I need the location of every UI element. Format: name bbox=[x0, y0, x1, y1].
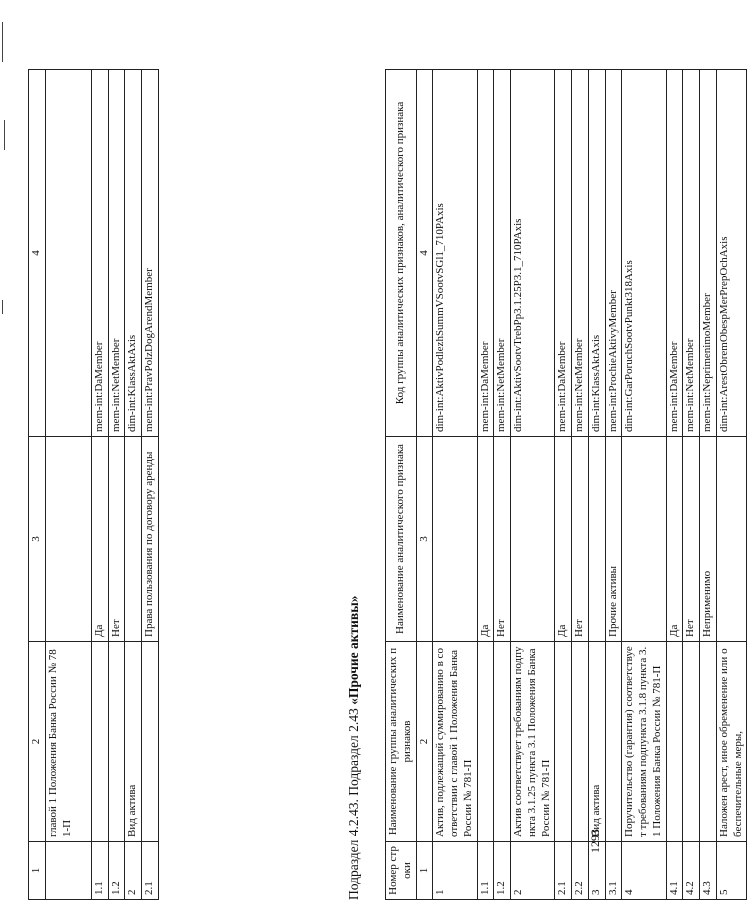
table-cell: mem-int:DaMember bbox=[666, 70, 683, 437]
table-cell bbox=[622, 437, 666, 642]
table-cell: 4.3 bbox=[700, 842, 717, 900]
continuation-table bbox=[28, 69, 159, 900]
table-cell: Нет bbox=[108, 437, 125, 642]
scan-mark bbox=[2, 22, 3, 62]
table-cell bbox=[555, 642, 572, 842]
scan-mark bbox=[4, 120, 5, 150]
table-row bbox=[433, 70, 477, 900]
table-cell: dim-int:KlassAktAxis bbox=[588, 70, 605, 437]
table-cell: dim-int:AktivSootvTrebPp3.1.25P3.1_710PAxis bbox=[511, 70, 555, 437]
table-header-cell: 2 bbox=[29, 642, 46, 842]
table-cell: 1 bbox=[433, 842, 477, 900]
table-cell: dim-int:GarPoruchSootvPunkt318Axis bbox=[622, 70, 666, 437]
table-cell: dim-int:AktivPodlezhSummVSootvSGl1_710PAxis bbox=[433, 70, 477, 437]
table-numbering-row bbox=[416, 70, 433, 900]
table-cell bbox=[605, 642, 622, 842]
table-cell bbox=[108, 642, 125, 842]
table-row bbox=[700, 70, 717, 900]
table-cell: 2 bbox=[125, 842, 142, 900]
table-cell bbox=[700, 642, 717, 842]
table-cell: 3.1 bbox=[605, 842, 622, 900]
table-cell: dim-int:ArestObremObespMerPrepOchAxis bbox=[716, 70, 747, 437]
table-row bbox=[511, 70, 555, 900]
table-cell: Поручительство (гарантия) соответствует требованиям подпункта 3.1.8 пункта 3.1 Положения Банка России № 781-П bbox=[622, 642, 666, 842]
table-cell: Да bbox=[555, 437, 572, 642]
table-cell: Нет bbox=[572, 437, 589, 642]
table-cell: mem-int:DaMember bbox=[477, 70, 494, 437]
table-row bbox=[555, 70, 572, 900]
table-cell: главой 1 Положения Банка России № 781-П bbox=[45, 642, 91, 842]
table-header-row bbox=[29, 70, 46, 900]
table-cell bbox=[477, 642, 494, 842]
table-cell: Да bbox=[91, 437, 108, 642]
table-row bbox=[477, 70, 494, 900]
table-cell: mem-int:NetMember bbox=[494, 70, 511, 437]
table-cell: mem-int:NetMember bbox=[572, 70, 589, 437]
table-row bbox=[142, 70, 159, 900]
main-table bbox=[385, 69, 747, 900]
table-cell: mem-int:DaMember bbox=[91, 70, 108, 437]
table-cell: 4 bbox=[416, 70, 433, 437]
section-heading bbox=[346, 595, 362, 900]
table-cell: mem-int:DaMember bbox=[555, 70, 572, 437]
table-cell bbox=[125, 437, 142, 642]
table-cell bbox=[433, 437, 477, 642]
table-cell: 2.1 bbox=[142, 842, 159, 900]
table-header-cell: Код группы аналитических признаков, аналитического признака bbox=[386, 70, 417, 437]
table-row bbox=[45, 70, 91, 900]
table-cell: Вид актива bbox=[125, 642, 142, 842]
scan-mark bbox=[2, 300, 3, 314]
table-row bbox=[666, 70, 683, 900]
page-number: 1293 bbox=[588, 829, 602, 853]
section-title: «Прочие активы» bbox=[346, 595, 361, 705]
table-cell bbox=[572, 642, 589, 842]
table-cell: Права пользования по договору аренды bbox=[142, 437, 159, 642]
table-cell bbox=[683, 642, 700, 842]
table-cell: Наложен арест, иное обременение или обеспечительные меры, bbox=[716, 642, 747, 842]
table-row bbox=[716, 70, 747, 900]
table-cell: 2.2 bbox=[572, 842, 589, 900]
section-prefix: Подраздел 4.2.43. Подраздел 2.43 bbox=[346, 708, 361, 900]
table-cell: 4.2 bbox=[683, 842, 700, 900]
table-cell: 2 bbox=[416, 642, 433, 842]
table-cell: mem-int:PravPolzDogArendMember bbox=[142, 70, 159, 437]
table-cell bbox=[588, 437, 605, 642]
table-header-cell: Наименование группы аналитических признаков bbox=[386, 642, 417, 842]
table-cell bbox=[45, 70, 91, 437]
table-cell bbox=[511, 437, 555, 642]
table-cell: Да bbox=[477, 437, 494, 642]
table-cell: mem-int:ProchieAktivyMember bbox=[605, 70, 622, 437]
table-cell: 5 bbox=[716, 842, 747, 900]
table-cell bbox=[45, 437, 91, 642]
table-row bbox=[622, 70, 666, 900]
table-cell: 1 bbox=[416, 842, 433, 900]
table-cell: mem-int:NetMember bbox=[108, 70, 125, 437]
table-cell: 3 bbox=[416, 437, 433, 642]
table-cell: 2.1 bbox=[555, 842, 572, 900]
table-cell bbox=[45, 842, 91, 900]
table-cell: Вид актива bbox=[588, 642, 605, 842]
table-cell: 1.2 bbox=[108, 842, 125, 900]
table-cell: Нет bbox=[683, 437, 700, 642]
table-header-cell: 4 bbox=[29, 70, 46, 437]
table-cell bbox=[666, 642, 683, 842]
table-cell bbox=[142, 642, 159, 842]
table-row bbox=[605, 70, 622, 900]
table-cell: Актив, подлежащий суммированию в соответствии с главой 1 Положения Банка России № 781-П bbox=[433, 642, 477, 842]
table-cell: mem-int:NetMember bbox=[683, 70, 700, 437]
table-cell: 3 bbox=[588, 842, 605, 900]
table-row bbox=[125, 70, 142, 900]
table-cell: 4 bbox=[622, 842, 666, 900]
table-cell: mem-int:NeprimenimoMember bbox=[700, 70, 717, 437]
table-cell: 2 bbox=[511, 842, 555, 900]
table-cell: 1.2 bbox=[494, 842, 511, 900]
table-header-cell: Наименование аналитического признака bbox=[386, 437, 417, 642]
table-cell: Неприменимо bbox=[700, 437, 717, 642]
table-header-cell: Номер строки bbox=[386, 842, 417, 900]
table-cell: 1.1 bbox=[91, 842, 108, 900]
table-row bbox=[588, 70, 605, 900]
table-cell: Нет bbox=[494, 437, 511, 642]
table-cell: 4.1 bbox=[666, 842, 683, 900]
table-row bbox=[572, 70, 589, 900]
table-cell: dim-int:KlassAktAxis bbox=[125, 70, 142, 437]
table-header-cell: 3 bbox=[29, 437, 46, 642]
table-header-row bbox=[386, 70, 417, 900]
table-row bbox=[683, 70, 700, 900]
table-row bbox=[108, 70, 125, 900]
table-cell bbox=[494, 642, 511, 842]
table-row bbox=[91, 70, 108, 900]
table-cell: Прочие активы bbox=[605, 437, 622, 642]
table-cell bbox=[91, 642, 108, 842]
table-row bbox=[494, 70, 511, 900]
table-header-cell: 1 bbox=[29, 842, 46, 900]
table-cell: 1.1 bbox=[477, 842, 494, 900]
table-cell: Актив соответствует требованиям подпункта 3.1.25 пункта 3.1 Положения Банка России № 781-П bbox=[511, 642, 555, 842]
table-cell: Да bbox=[666, 437, 683, 642]
table-cell bbox=[716, 437, 747, 642]
